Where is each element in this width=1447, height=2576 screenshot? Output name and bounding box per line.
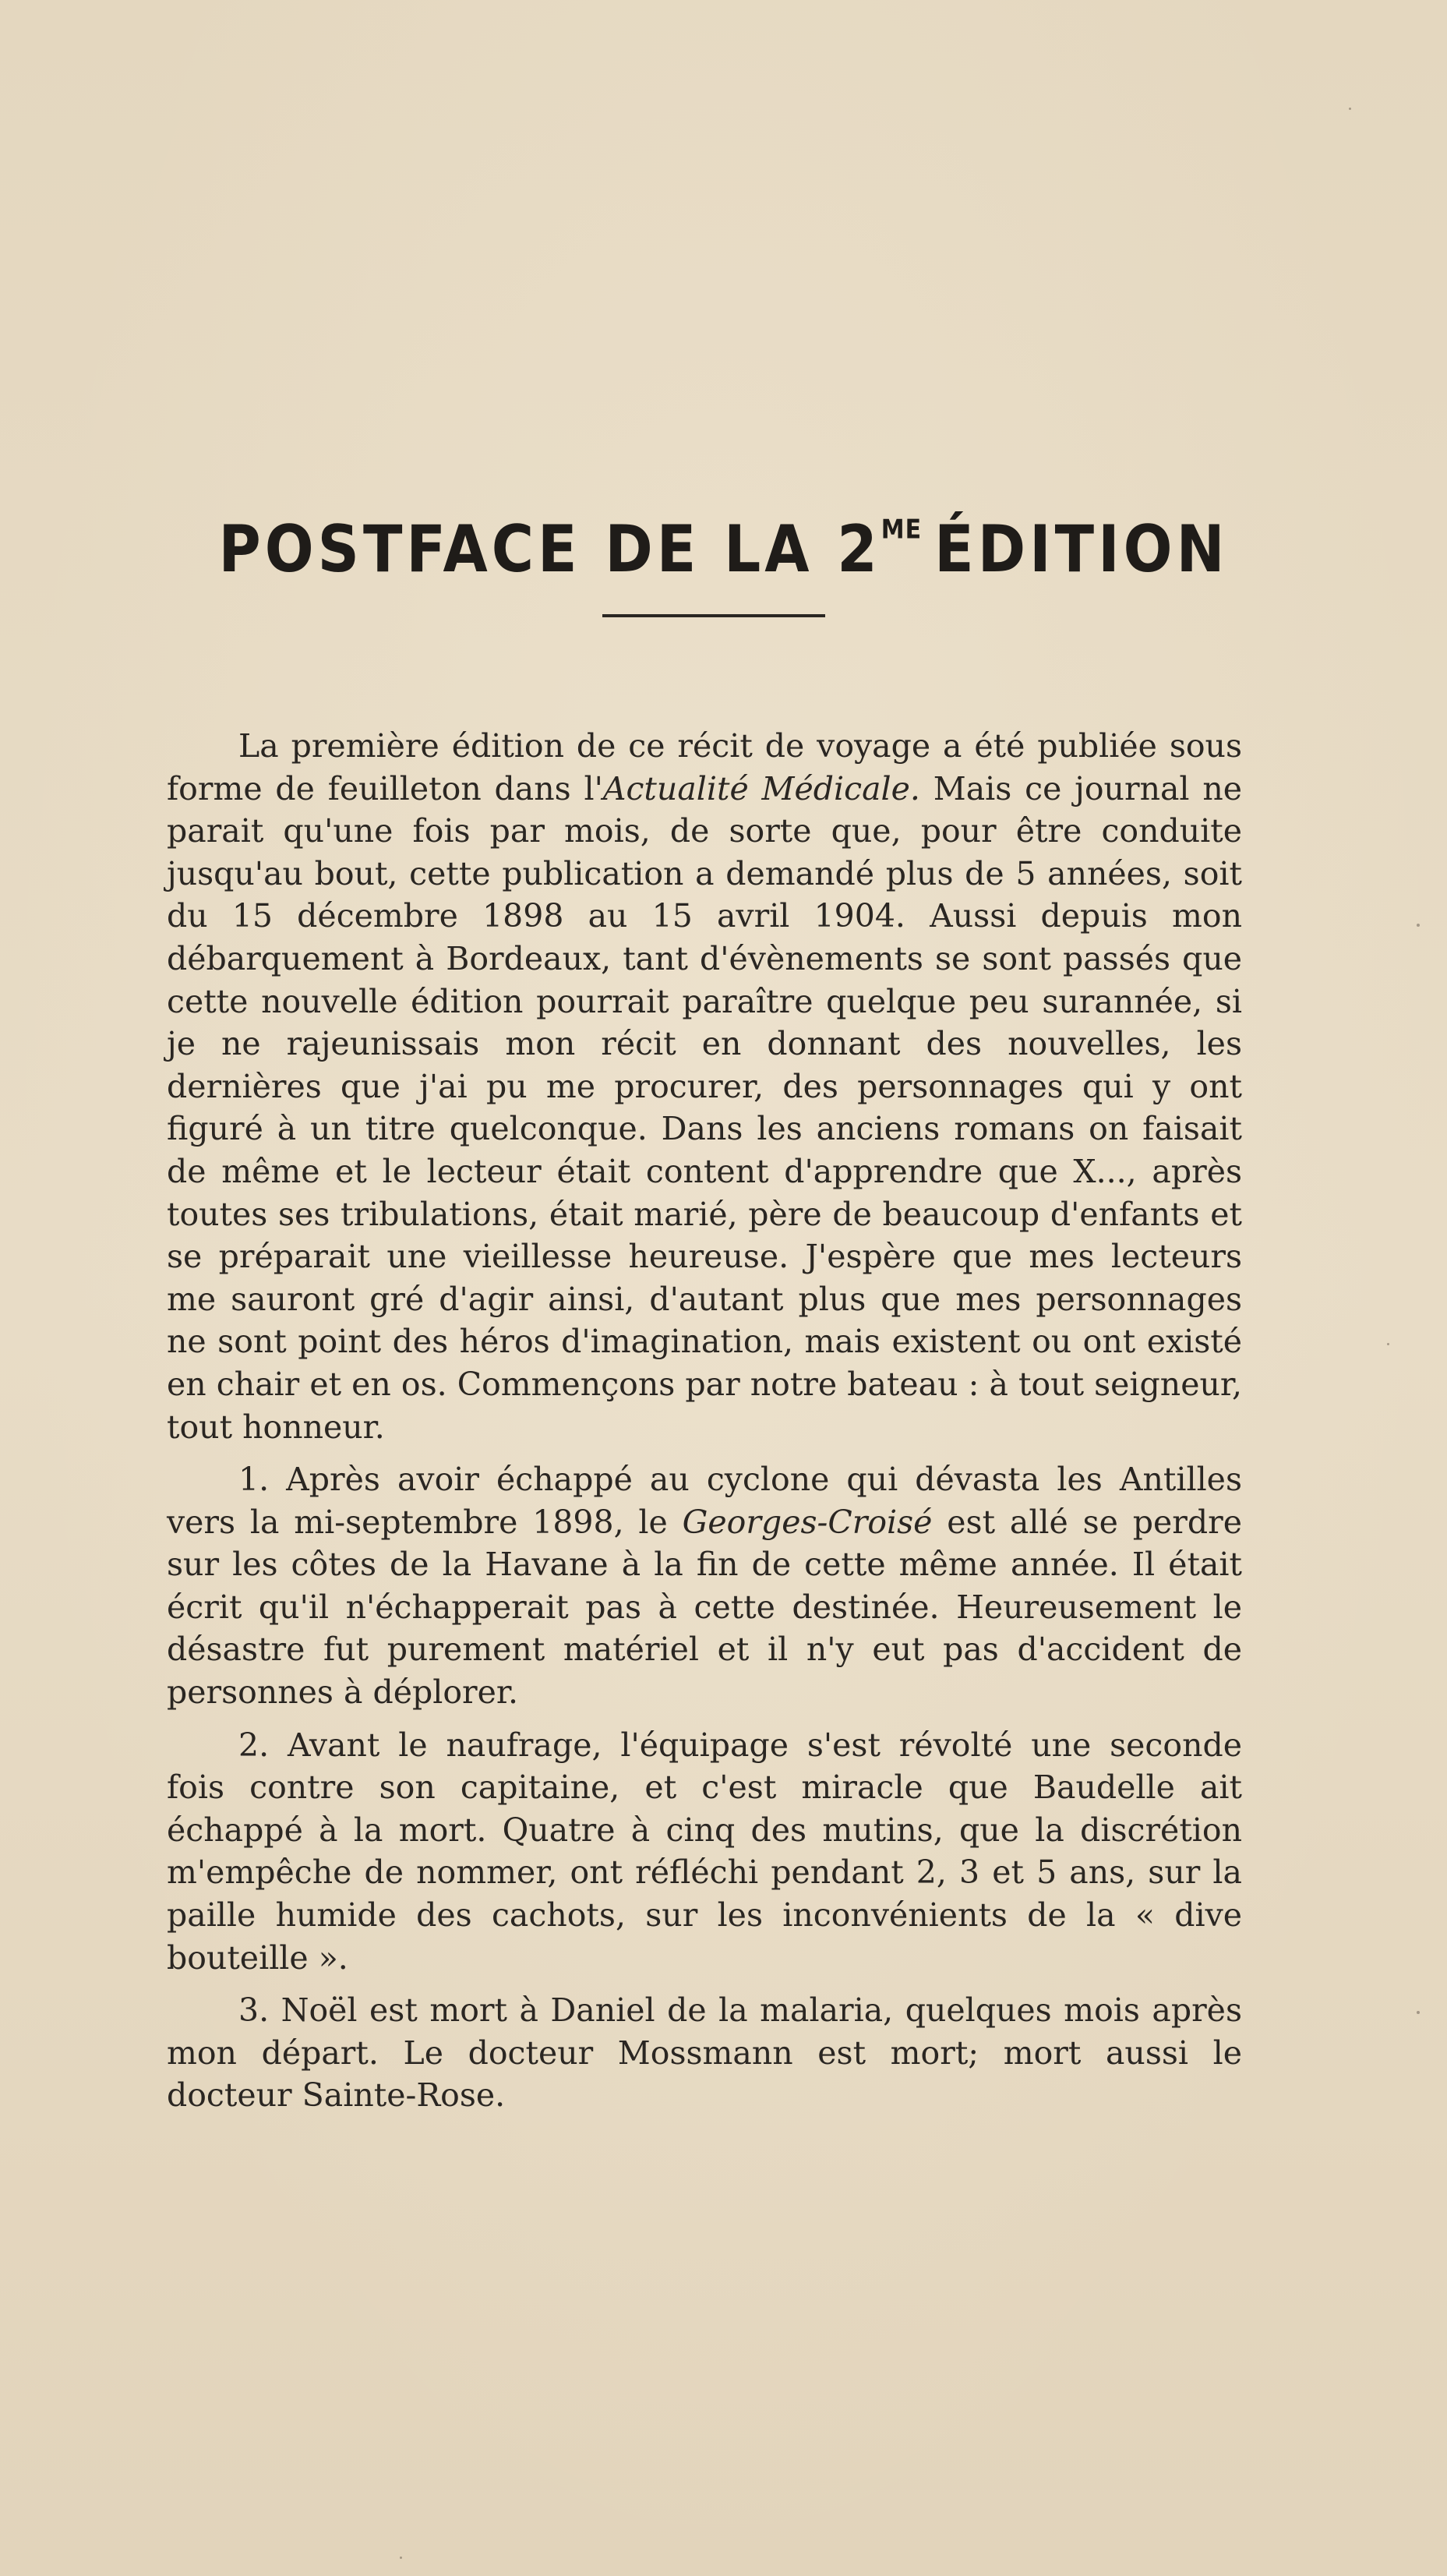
paper-speck [1387,1343,1389,1345]
paper-speck [1417,2011,1420,2014]
paragraph-intro-text-b: Mais ce journal ne parait qu'une fois par mois, de sorte que, pour être conduite jusqu'au bout, cette publication a demandé plus de 5 années, soit du 15 décembre 1898 au 15 avril 1904. Aussi depuis mon débarquement à Bordeaux, tant d'évènements se sont passés que cette nouvelle édition pourrait paraître quelque peu surannée, si je ne rajeunissais mon récit en donnant des nouvelles, les dernières que j'ai pu me procurer, des personnages qui y ont figuré à un titre quelconque. Dans les anciens romans on faisait de même et le lecteur était content d'apprendre que X..., après toutes ses tribulations, était marié, père de beaucoup d'enfants et se préparait une vieillesse heureuse. J'espère que mes lecteurs me sauront gré d'agir ainsi, d'autant plus que mes personnages ne sont point des héros d'imagination, mais existent ou ont existé en chair et en os. Commençons par notre bateau : à tout seigneur, tout honneur. [167,769,1242,1446]
paragraph-intro-text-a: La première édition de ce récit de voyage a été publiée sous forme de feuilleton dans l' [167,727,1242,807]
paragraph-item-1 [167,1458,1242,1714]
title-divider [602,614,825,617]
title-rest: ÉDITION [934,511,1229,587]
paragraph-item-3 [167,1989,1242,2117]
paper-speck [1417,924,1420,927]
paragraph-intro [167,725,1242,1448]
journal-title: Actualité Médicale. [602,769,920,807]
paragraph-item-1-text-b: est allé se perdre sur les côtes de la Havane à la fin de cette même année. Il était écrit qu'il n'échapperait pas à cette destinée. Heureusement le désastre fut purement matériel et il n'y eut pas d'accident de personnes à déplorer. [167,1503,1242,1712]
page-title [0,511,1447,586]
title-main: POSTFACE DE LA 2 [218,511,881,587]
paper-speck [1349,108,1351,110]
paper-speck [400,2557,402,2559]
paragraph-item-1-text-a: 1. Après avoir échappé au cyclone qui dévasta les Antilles vers la mi-septembre 1898, le [167,1461,1242,1541]
paragraph-item-3-text: 3. Noël est mort à Daniel de la malaria, quelques mois après mon départ. Le docteur Mossmann est mort; mort aussi le docteur Sainte-Rose. [167,1991,1242,2115]
body-text [167,725,1242,2117]
title-superscript: ME [881,514,923,545]
paragraph-item-2 [167,1724,1242,1980]
ship-name: Georges-Croisé [682,1503,933,1541]
paragraph-item-2-text: 2. Avant le naufrage, l'équipage s'est révolté une seconde fois contre son capitaine, et c'est miracle que Baudelle ait échappé à la mort. Quatre à cinq des mutins, que la discrétion m'empêche de nommer, ont réfléchi pendant 2, 3 et 5 ans, sur la paille humide des cachots, sur les inconvénients de la « dive bouteille ». [167,1726,1242,1977]
